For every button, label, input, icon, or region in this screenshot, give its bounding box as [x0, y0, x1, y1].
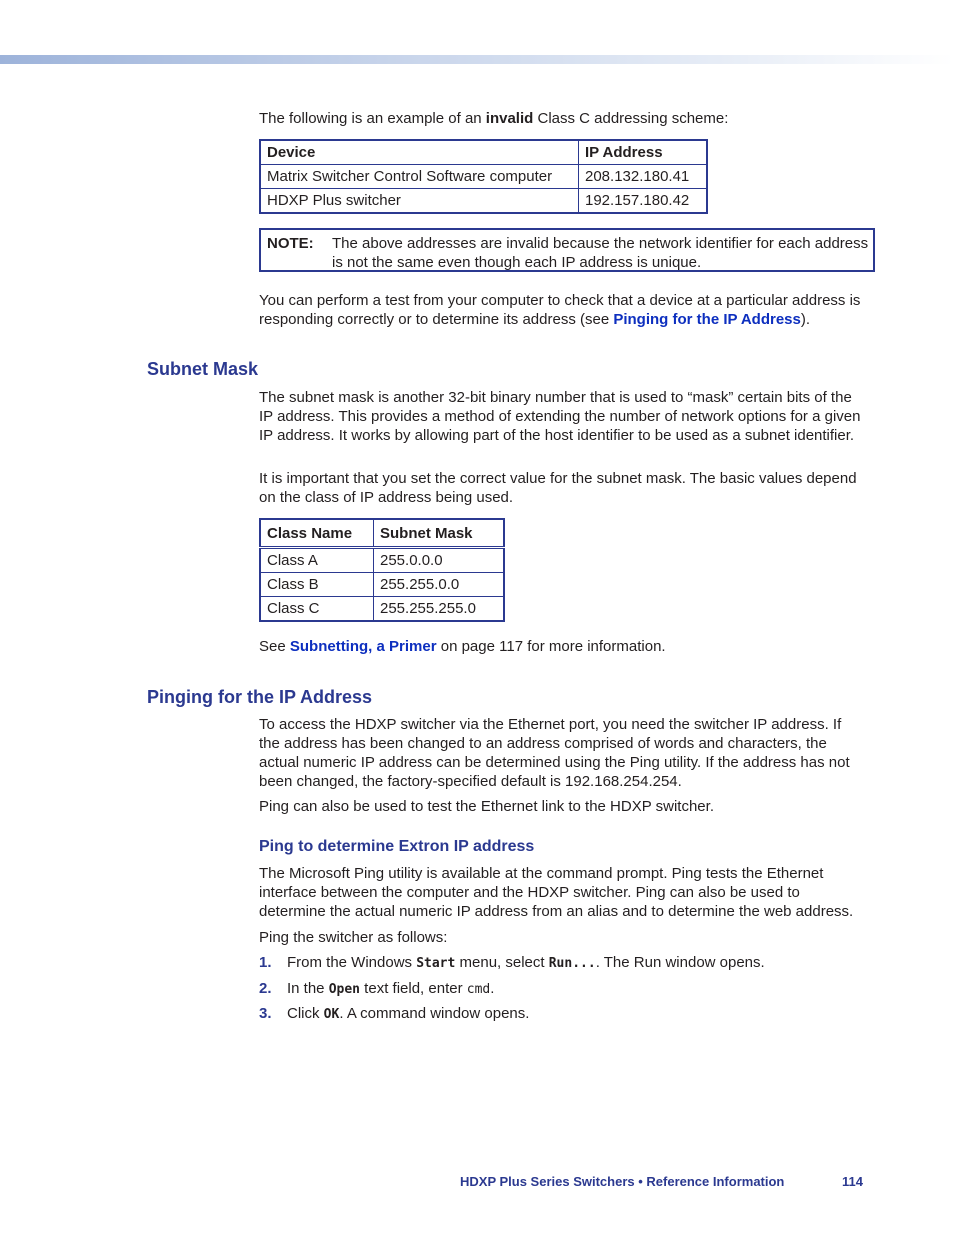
command-cmd-text: cmd — [466, 981, 491, 997]
link-subnetting-primer[interactable]: Subnetting, a Primer — [289, 638, 437, 655]
table-header-subnet-mask: Subnet Mask — [374, 519, 505, 548]
list-item — [259, 1004, 859, 1030]
footer-title: HDXP Plus Series Switchers • Reference Information — [460, 1174, 785, 1189]
subnet-paragraph-1: The subnet mask is another 32-bit binary number that is used to “mask” certain bits of the IP address. This provides a method of extending the number of network options for a given IP address. It works by allowing part of the host identifier to be used as a subnet identifier. — [259, 389, 861, 444]
table-cell: 255.255.255.0 — [374, 597, 505, 622]
table-header-row — [260, 140, 707, 165]
table-header-class-name: Class Name — [260, 519, 374, 548]
pinging-paragraph-2: Ping can also be used to test the Ethernet link to the HDXP switcher. — [259, 798, 714, 815]
table-cell: 255.0.0.0 — [374, 548, 505, 573]
note-text: The above addresses are invalid because the network identifier for each address is not the same even though each IP address is unique. — [332, 235, 869, 271]
subnet-paragraph-2: It is important that you set the correct value for the subnet mask. The basic values depend on the class of IP address being used. — [259, 470, 857, 506]
table-cell: Class C — [260, 597, 374, 622]
table-cell: 255.255.0.0 — [374, 573, 505, 597]
step-text: In the Open text field, enter cmd. — [287, 979, 495, 997]
step-number: 2. — [259, 979, 272, 997]
table-header-row — [260, 519, 504, 548]
note-label: NOTE: — [267, 235, 314, 252]
ping-extron-paragraph-2: Ping the switcher as follows: — [259, 929, 448, 946]
step-text: Click OK. A command window opens. — [287, 1005, 530, 1022]
intro-paragraph: The following is an example of an invalid Class C addressing scheme: — [259, 110, 729, 127]
test-paragraph: You can perform a test from your computer to check that a device at a particular address is responding correctly or to determine its address (see Pinging for the IP Address). — [259, 292, 861, 328]
table-cell: Class B — [260, 573, 374, 597]
menu-start-text: Start — [416, 956, 456, 971]
table-cell: HDXP Plus switcher — [260, 189, 579, 214]
table-cell: Matrix Switcher Control Software computer — [260, 165, 579, 189]
list-item — [259, 953, 859, 979]
step-number: 1. — [259, 954, 272, 971]
header-gradient-bar — [0, 55, 954, 64]
ping-extron-heading: Ping to determine Extron IP address — [259, 838, 535, 855]
button-ok-text: OK — [323, 1007, 340, 1022]
link-pinging-ip-address[interactable]: Pinging for the IP Address — [613, 311, 801, 328]
table-row — [260, 165, 707, 189]
table-cell: Class A — [260, 548, 374, 573]
table-header-device: Device — [260, 140, 579, 165]
step-number: 3. — [259, 1005, 272, 1022]
table-row — [260, 597, 504, 622]
table-cell: 208.132.180.41 — [579, 165, 708, 189]
page-number: 114 — [842, 1174, 863, 1189]
note-box — [259, 228, 875, 272]
menu-run-text: Run... — [548, 956, 596, 971]
field-open-text: Open — [328, 981, 361, 997]
subnet-mask-table — [259, 518, 505, 622]
pinging-heading: Pinging for the IP Address — [147, 687, 373, 707]
table-row — [260, 548, 504, 573]
table-row — [260, 573, 504, 597]
page-footer — [460, 1173, 863, 1191]
see-subnetting-paragraph: See Subnetting, a Primer on page 117 for more information. — [259, 638, 666, 655]
table-row — [260, 189, 707, 214]
ping-extron-paragraph-1: The Microsoft Ping utility is available at the command prompt. Ping tests the Ethernet interface between the computer and the HDXP switcher. Ping can also be used to determine the actual numeric IP address from an alias and to determine the web address. — [259, 865, 854, 920]
step-text: From the Windows Start menu, select Run.... The Run window opens. — [287, 954, 765, 971]
ping-steps-list — [259, 953, 859, 1030]
list-item — [259, 979, 859, 1005]
pinging-paragraph-1: To access the HDXP switcher via the Ethernet port, you need the switcher IP address. If the address has been changed to an address comprised of words and characters, the actual numeric IP address can be determined using the Ping utility. If the address has not been changed, the factory-specified default is 192.168.254.254. — [259, 716, 850, 790]
ip-address-table — [259, 139, 708, 214]
table-cell: 192.157.180.42 — [579, 189, 708, 214]
table-header-ip: IP Address — [579, 140, 708, 165]
subnet-mask-heading: Subnet Mask — [147, 359, 259, 379]
